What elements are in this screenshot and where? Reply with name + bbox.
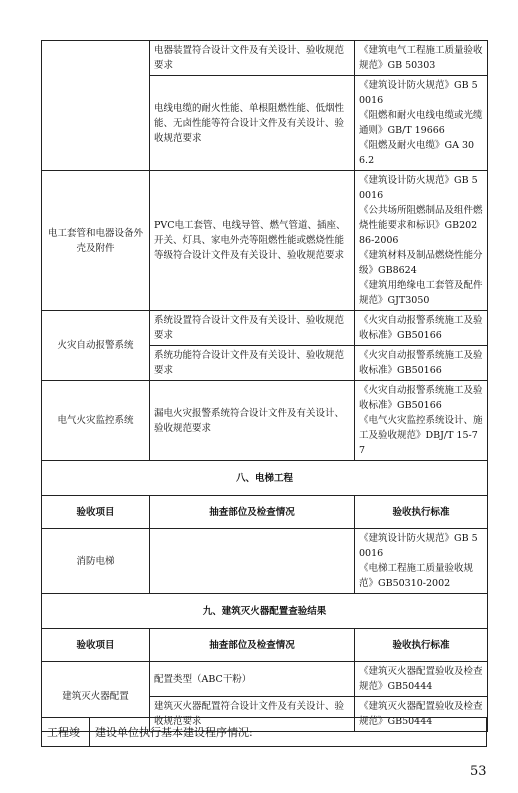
standard-line: 《阻燃和耐火电线电缆或光缆通则》GB/T 19666 bbox=[359, 110, 483, 136]
category-cell: 电工套管和电器设备外壳及附件 bbox=[42, 171, 150, 311]
standard-line: 《火灾自动报警系统施工及验收标准》GB50166 bbox=[359, 350, 483, 376]
check-cell: 系统功能符合设计文件及有关设计、验收规范要求 bbox=[150, 346, 355, 381]
header-standard: 验收执行标准 bbox=[355, 629, 488, 662]
standard-cell bbox=[355, 381, 488, 461]
header-row bbox=[42, 496, 488, 529]
table-row bbox=[42, 41, 488, 76]
category-cell bbox=[42, 41, 150, 171]
standard-line: 《建筑设计防火规范》GB 50016 bbox=[359, 175, 478, 201]
acceptance-table bbox=[41, 40, 488, 732]
footer-text: 建设单位执行基本建设程序情况: bbox=[90, 718, 487, 747]
table-row bbox=[42, 718, 487, 747]
check-cell: 建筑灭火器配置符合设计文件及有关设计、验收规范要求 bbox=[150, 697, 355, 732]
standard-cell bbox=[355, 529, 488, 594]
category-cell: 电气火灾监控系统 bbox=[42, 381, 150, 461]
standard-line: 《阻燃及耐火电缆》GA 306.2 bbox=[359, 140, 475, 166]
standard-line: 《建筑用绝缘电工套管及配件规范》GJT3050 bbox=[359, 280, 483, 306]
footer-label: 工程竣 bbox=[42, 718, 90, 747]
table-row bbox=[42, 311, 488, 346]
category-cell: 消防电梯 bbox=[42, 529, 150, 594]
table-row bbox=[42, 662, 488, 697]
standard-cell bbox=[355, 41, 488, 76]
standard-line: 《建筑灭火器配置验收及检查规范》GB50444 bbox=[359, 701, 483, 727]
standard-line: 《电气火灾监控系统设计、施工及验收规范》DBJ/T 15-77 bbox=[359, 415, 483, 456]
section-heading-row bbox=[42, 594, 488, 629]
standard-cell bbox=[355, 346, 488, 381]
header-item: 验收项目 bbox=[42, 629, 150, 662]
check-cell bbox=[150, 529, 355, 594]
standard-line: 《火灾自动报警系统施工及验收标准》GB50166 bbox=[359, 385, 483, 411]
standard-cell bbox=[355, 311, 488, 346]
section-title-extinguisher: 九、建筑灭火器配置查验结果 bbox=[42, 594, 488, 629]
section-heading-row bbox=[42, 461, 488, 496]
check-cell: 电器装置符合设计文件及有关设计、验收规范要求 bbox=[150, 41, 355, 76]
header-check: 抽查部位及检查情况 bbox=[150, 629, 355, 662]
check-cell: PVC电工套管、电线导管、燃气管道、插座、开关、灯具、家电外壳等阻燃性能或燃烧性能等级符合设计文件及有关设计、验收规范要求 bbox=[150, 171, 355, 311]
standard-line: 《火灾自动报警系统施工及验收标准》GB50166 bbox=[359, 315, 483, 341]
check-cell: 配置类型（ABC干粉） bbox=[150, 662, 355, 697]
check-cell: 漏电火灾报警系统符合设计文件及有关设计、验收规范要求 bbox=[150, 381, 355, 461]
page-number: 53 bbox=[470, 764, 487, 779]
table-row bbox=[42, 529, 488, 594]
header-check: 抽查部位及检查情况 bbox=[150, 496, 355, 529]
header-row bbox=[42, 629, 488, 662]
standard-line: 《建筑灭火器配置验收及检查规范》GB50444 bbox=[359, 666, 483, 692]
standard-line: 《建筑电气工程施工质量验收规范》GB 50303 bbox=[359, 45, 483, 71]
header-standard: 验收执行标准 bbox=[355, 496, 488, 529]
check-cell: 电线电缆的耐火性能、单根阻燃性能、低烟性能、无卤性能等符合设计文件及有关设计、验收规范要求 bbox=[150, 76, 355, 171]
section-title-elevator: 八、电梯工程 bbox=[42, 461, 488, 496]
standard-line: 《建筑设计防火规范》GB 50016 bbox=[359, 80, 478, 106]
table-row bbox=[42, 171, 488, 311]
category-cell: 火灾自动报警系统 bbox=[42, 311, 150, 381]
header-item: 验收项目 bbox=[42, 496, 150, 529]
completion-table bbox=[41, 717, 487, 747]
standard-line: 《公共场所阻燃制品及组件燃烧性能要求和标识》GB20286-2006 bbox=[359, 205, 483, 246]
standard-line: 《建筑材料及制品燃烧性能分级》GB8624 bbox=[359, 250, 483, 276]
check-cell: 系统设置符合设计文件及有关设计、验收规范要求 bbox=[150, 311, 355, 346]
standard-line: 《电梯工程施工质量验收规范》GB50310-2002 bbox=[359, 563, 474, 589]
standard-cell bbox=[355, 662, 488, 697]
table-row bbox=[42, 381, 488, 461]
standard-line: 《建筑设计防火规范》GB 50016 bbox=[359, 533, 478, 559]
standard-cell bbox=[355, 171, 488, 311]
category-cell: 建筑灭火器配置 bbox=[42, 662, 150, 732]
standard-cell bbox=[355, 76, 488, 171]
